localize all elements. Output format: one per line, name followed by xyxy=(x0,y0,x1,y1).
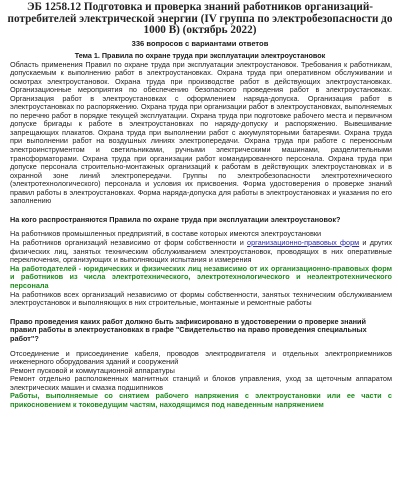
question-block xyxy=(10,216,392,308)
answer-option[interactable] xyxy=(10,239,392,265)
correct-answer-option[interactable]: На работодателей - юридических и физических лиц независимо от их организационно-правовых форм и работников из числа электротехнического, электротехнологического и неэлектротехнического персонала xyxy=(10,263,392,290)
correct-answer-option[interactable]: Работы, выполняемые со снятием рабочего напряжения с электроустановки или ее части с прикосновением к токоведущим частям, находящимся под наведенным напряжением xyxy=(10,391,392,410)
answer-text: и других физических лиц, занятых техническим обслуживанием электроустановок, проводящих в них оперативные переключения, организующих и выполняющих испытания и измерения xyxy=(10,237,392,265)
document-subtitle: 336 вопросов с вариантами ответов xyxy=(131,38,269,48)
document-title: ЭБ 1258.12 Подготовка и проверка знаний работников организаций-потребителей электрической энергии (IV группа по электробезопасности до 1000 В) (октябрь 2022) xyxy=(7,1,393,36)
question-text: На кого распространяются Правила по охране труда при эксплуатации электроустановок? xyxy=(10,214,341,224)
question-text: Право проведения каких работ должно быть зафиксировано в удостоверении о проверке знаний правил работы в электроустановках в графе "Свидетельство на право проведения специальных работ"? xyxy=(10,316,367,343)
answer-text: На работников организаций независимо от форм собственности и xyxy=(10,237,248,247)
topic-intro: Область применения Правил по охране труда при эксплуатации электроустановок. Требования к работникам, допускаемым к выполнению работ в электроустановках. Охрана труда при оперативном обслуживании и осмотрах электроустановок. Охрана труда при производстве работ в действующих электроустановках. Организационные мероприятия по обеспечению безопасного проведения работ в электроустановках. Организация работ в электроустановках с оформлением наряда-допуска. Организация работ в электроустановках по распоряжению. Охрана труда при организации работ в электроустановках, выполняемых по перечню работ в порядке текущей эксплуатации. Охрана труда при подготовке рабочего места и первичном допуске бригады к работе в электроустановках по наряду-допуску и распоряжению. Вывешивание запрещающих плакатов. Охрана труда при выполнении работ с аккумуляторными батареями. Охрана труда при выполнении работ на воздушных линиях электропередачи. Охрана труда при работе с переносным электроинструментом и светильниками, ручными электрическими машинами, разделительными трансформаторами. Охрана труда при организации работ командированного персонала. Охрана труда при допуске персонала строительно-монтажных организаций к работам в действующих электроустановках и в охранной зоне линий электропередачи. Группы по электробезопасности электротехнического (электротехнологического) персонала и условия их присвоения. Форма удостоверения о проверке знаний правил работы в электроустановках. Форма наряда-допуска для работы в электроустановках и указания по его заполнению xyxy=(10,59,392,206)
answer-option[interactable]: Ремонт пусковой и коммутационной аппаратуры xyxy=(10,365,175,375)
topic-title: Тема 1. Правила по охране труда при эксплуатации электроустановок xyxy=(74,50,326,60)
answer-option[interactable]: На работников промышленных предприятий, в составе которых имеются электроустановки xyxy=(10,229,322,239)
answer-option[interactable]: Ремонт отдельно расположенных магнитных станций и блоков управления, уход за щеточным аппаратом электрических машин и смазка подшипников xyxy=(10,374,392,392)
answer-link[interactable]: организационно-правовых форм xyxy=(247,237,360,247)
answer-option[interactable]: Отсоединение и присоединение кабеля, проводов электродвигателя и отдельных электроприемников инженерного оборудования зданий и сооружений xyxy=(10,348,392,367)
answer-option[interactable]: На работников всех организаций независимо от формы собственности, занятых техническим обслуживанием электроустановок и выполняющих в них строительные, монтажные и ремонтные работы xyxy=(10,289,392,308)
question-block xyxy=(10,318,392,410)
